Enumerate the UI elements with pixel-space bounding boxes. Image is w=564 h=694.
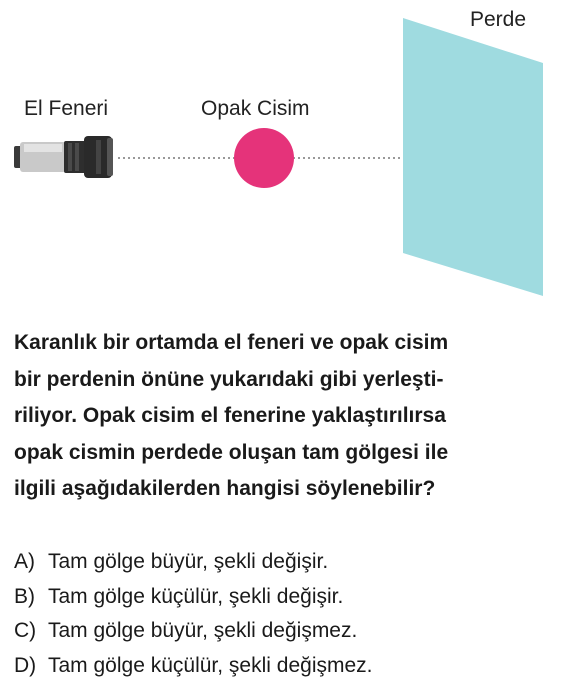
option-text: Tam gölge büyür, şekli değişmez. [48, 619, 358, 642]
option-letter: A) [14, 550, 35, 573]
option-text: Tam gölge küçülür, şekli değişir. [48, 584, 344, 608]
question-line: ilgili aşağıdakilerden hangisi söylenebilir? [14, 477, 436, 500]
question-line: opak cismin perdede oluşan tam gölgesi ile [14, 440, 449, 464]
option-text: Tam gölge küçülür, şekli değişmez. [48, 653, 373, 677]
answer-options [14, 545, 554, 683]
object-label: Opak Cisim [201, 97, 310, 120]
option-letter: D) [14, 653, 37, 677]
opaque-object [234, 128, 294, 188]
question-line: bir perdenin önüne yukarıdaki gibi yerleşti- [14, 367, 444, 391]
question-text [14, 325, 554, 508]
option-text: Tam gölge büyür, şekli değişir. [48, 550, 329, 573]
screen-panel [403, 18, 543, 296]
setup-diagram [0, 0, 564, 310]
option-b[interactable] [14, 580, 554, 615]
question-line: riliyor. Opak cisim el fenerine yaklaştırılırsa [14, 404, 446, 427]
screen-label: Perde [470, 8, 527, 31]
flashlight-label: El Feneri [24, 97, 109, 120]
option-letter: C) [14, 619, 37, 642]
question-line: Karanlık bir ortamda el feneri ve opak cisim [14, 331, 449, 354]
flashlight-icon [14, 136, 113, 178]
option-c[interactable] [14, 614, 554, 649]
option-letter: B) [14, 584, 35, 608]
diagram-illustration [0, 0, 564, 310]
option-a[interactable] [14, 545, 554, 580]
option-d[interactable] [14, 649, 554, 684]
